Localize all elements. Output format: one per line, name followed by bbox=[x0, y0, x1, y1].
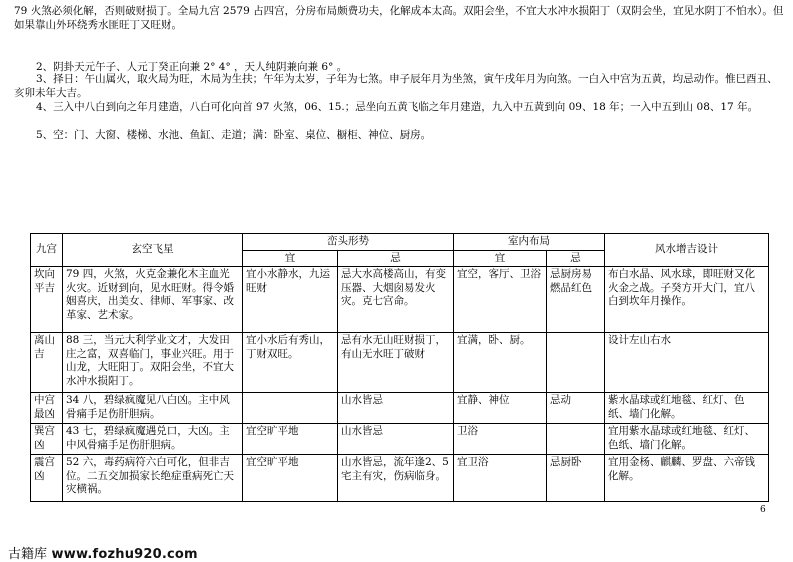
cell-stars: 34 八，碧绿疯魔见八白凶。主中风骨痛手足伤肝胆病。 bbox=[63, 393, 243, 424]
paragraph-5: 5、空：门、大窗、楼梯、水池、鱼缸、走道；满：卧室、桌位、橱柜、神位、厨房。 bbox=[36, 129, 432, 141]
header-design: 风水增吉设计 bbox=[605, 234, 769, 267]
cell-palace: 坎向平吉 bbox=[31, 267, 63, 333]
header-terrain-yi: 宜 bbox=[243, 250, 338, 267]
cell-terrain-yi: 宜小水后有秀山，丁财双旺。 bbox=[243, 333, 338, 393]
header-stars: 玄空飞星 bbox=[63, 234, 243, 267]
cell-stars: 43 七，碧绿疯魔遇兑口，大凶。主中风骨痛手足伤肝胆病。 bbox=[63, 424, 243, 455]
header-indoor-yi: 宜 bbox=[454, 250, 547, 267]
cell-terrain-yi: 宜小水静水，九运旺财 bbox=[243, 267, 338, 333]
header-palace: 九宫 bbox=[31, 234, 63, 267]
header-indoor: 室内布局 bbox=[454, 234, 605, 251]
table-row bbox=[31, 424, 769, 455]
cell-design: 宜用紫水晶球或红地毯、红灯、色纸、墙门化解。 bbox=[605, 424, 769, 455]
cell-design: 紫水晶球或红地毯、红灯、色纸、墙门化解。 bbox=[605, 393, 769, 424]
cell-palace: 中宫最凶 bbox=[31, 393, 63, 424]
cell-palace: 离山吉 bbox=[31, 333, 63, 393]
footer-watermark bbox=[8, 543, 198, 562]
cell-indoor-yi: 卫浴 bbox=[454, 424, 547, 455]
cell-indoor-ji: 忌动 bbox=[547, 393, 605, 424]
cell-terrain-yi: 宜空旷平地 bbox=[243, 455, 338, 502]
page-number: 6 bbox=[760, 505, 766, 515]
cell-indoor-yi: 宜满，卧、厨。 bbox=[454, 333, 547, 393]
table-row bbox=[31, 455, 769, 502]
cell-indoor-yi: 宜卫浴 bbox=[454, 455, 547, 502]
table-row bbox=[31, 267, 769, 333]
paragraph-1: 79 火煞必须化解，否则破财损丁。全局九宫 2579 占四宫，分房布局颇费功夫，化解成本太高。双阳会坐，不宜大水冲水损阳丁（双阴会坐，宜见水阴丁不怕水）。但如果靠山外环绕秀水匪旺丁又旺财。 bbox=[14, 5, 784, 31]
cell-indoor-yi: 宜静、神位 bbox=[454, 393, 547, 424]
paragraph-4: 4、三入中八白到向之年月建造，八白可化向首 97 火煞，06、15.；忌坐向五黄飞临之年月建造，九入中五黄到向 09、18 年；一入中五到山 08、17 年。 bbox=[36, 101, 759, 113]
cell-indoor-ji: 忌厨卧 bbox=[547, 455, 605, 502]
header-terrain-ji: 忌 bbox=[338, 250, 454, 267]
footer-site-name: 古籍库 bbox=[8, 547, 48, 562]
header-terrain: 峦头形势 bbox=[243, 234, 454, 251]
header-indoor-ji: 忌 bbox=[547, 250, 605, 267]
cell-terrain-ji: 山水皆忌 bbox=[338, 393, 454, 424]
cell-design: 宜用金杨、麒麟、罗盘、六帝钱化解。 bbox=[605, 455, 769, 502]
table-header-row bbox=[31, 234, 769, 251]
paragraph-2: 2、阴卦天元午子、人元丁癸正向兼 2° 4° ，天人纯阴兼向兼 6° 。 bbox=[36, 61, 348, 73]
cell-terrain-yi: 宜空旷平地 bbox=[243, 424, 338, 455]
cell-stars: 88 三，当元大利学业文才，大发田庄之富，双喜临门，事业兴旺。用于山龙，大旺阳丁。双阳会坐，不宜大水冲水损阳丁。 bbox=[63, 333, 243, 393]
cell-stars: 52 六，毒药病符六白可化，但非吉位。二五交加损家长绝症重病死亡天灾横祸。 bbox=[63, 455, 243, 502]
cell-design: 设计左山右水 bbox=[605, 333, 769, 393]
cell-terrain-ji: 忌有水无山旺财损丁，有山无水旺丁破财 bbox=[338, 333, 454, 393]
cell-palace: 震宫凶 bbox=[31, 455, 63, 502]
cell-design: 布白水晶、风水球，即旺财又化火金之战。子癸方开大门，宜八白到坎年月操作。 bbox=[605, 267, 769, 333]
cell-terrain-ji: 山水皆忌，流年逢2、5 宅主有灾，伤病临身。 bbox=[338, 455, 454, 502]
fengshui-table bbox=[30, 233, 769, 502]
cell-indoor-ji bbox=[547, 333, 605, 393]
cell-indoor-ji: 忌厨房易燃品红色 bbox=[547, 267, 605, 333]
table-row bbox=[31, 333, 769, 393]
cell-stars: 79 四，火煞，火克金兼化木主血光火灾。近财到向，见水旺财。得令婚姻喜庆，出美女、律师、军事家、改革家、艺术家。 bbox=[63, 267, 243, 333]
paragraph-3: 3、择日：午山属火，取火局为旺，木局为生扶；午年为太岁，子年为七煞。申子辰年月为坐煞，寅午戌年月为向煞。一白入中宫为五黄，均忌动作。惟巳酉丑、亥卯未年大吉。 bbox=[14, 73, 778, 99]
cell-terrain-ji: 山水皆忌 bbox=[338, 424, 454, 455]
cell-terrain-ji: 忌大水高楼高山，有变压器、大烟囱易发火灾。克七宫命。 bbox=[338, 267, 454, 333]
table-row bbox=[31, 393, 769, 424]
cell-indoor-yi: 宜空，客厅、卫浴 bbox=[454, 267, 547, 333]
footer-url[interactable]: www.fozhu920.com bbox=[51, 547, 198, 562]
cell-terrain-yi bbox=[243, 393, 338, 424]
cell-palace: 巽宫凶 bbox=[31, 424, 63, 455]
cell-indoor-ji bbox=[547, 424, 605, 455]
